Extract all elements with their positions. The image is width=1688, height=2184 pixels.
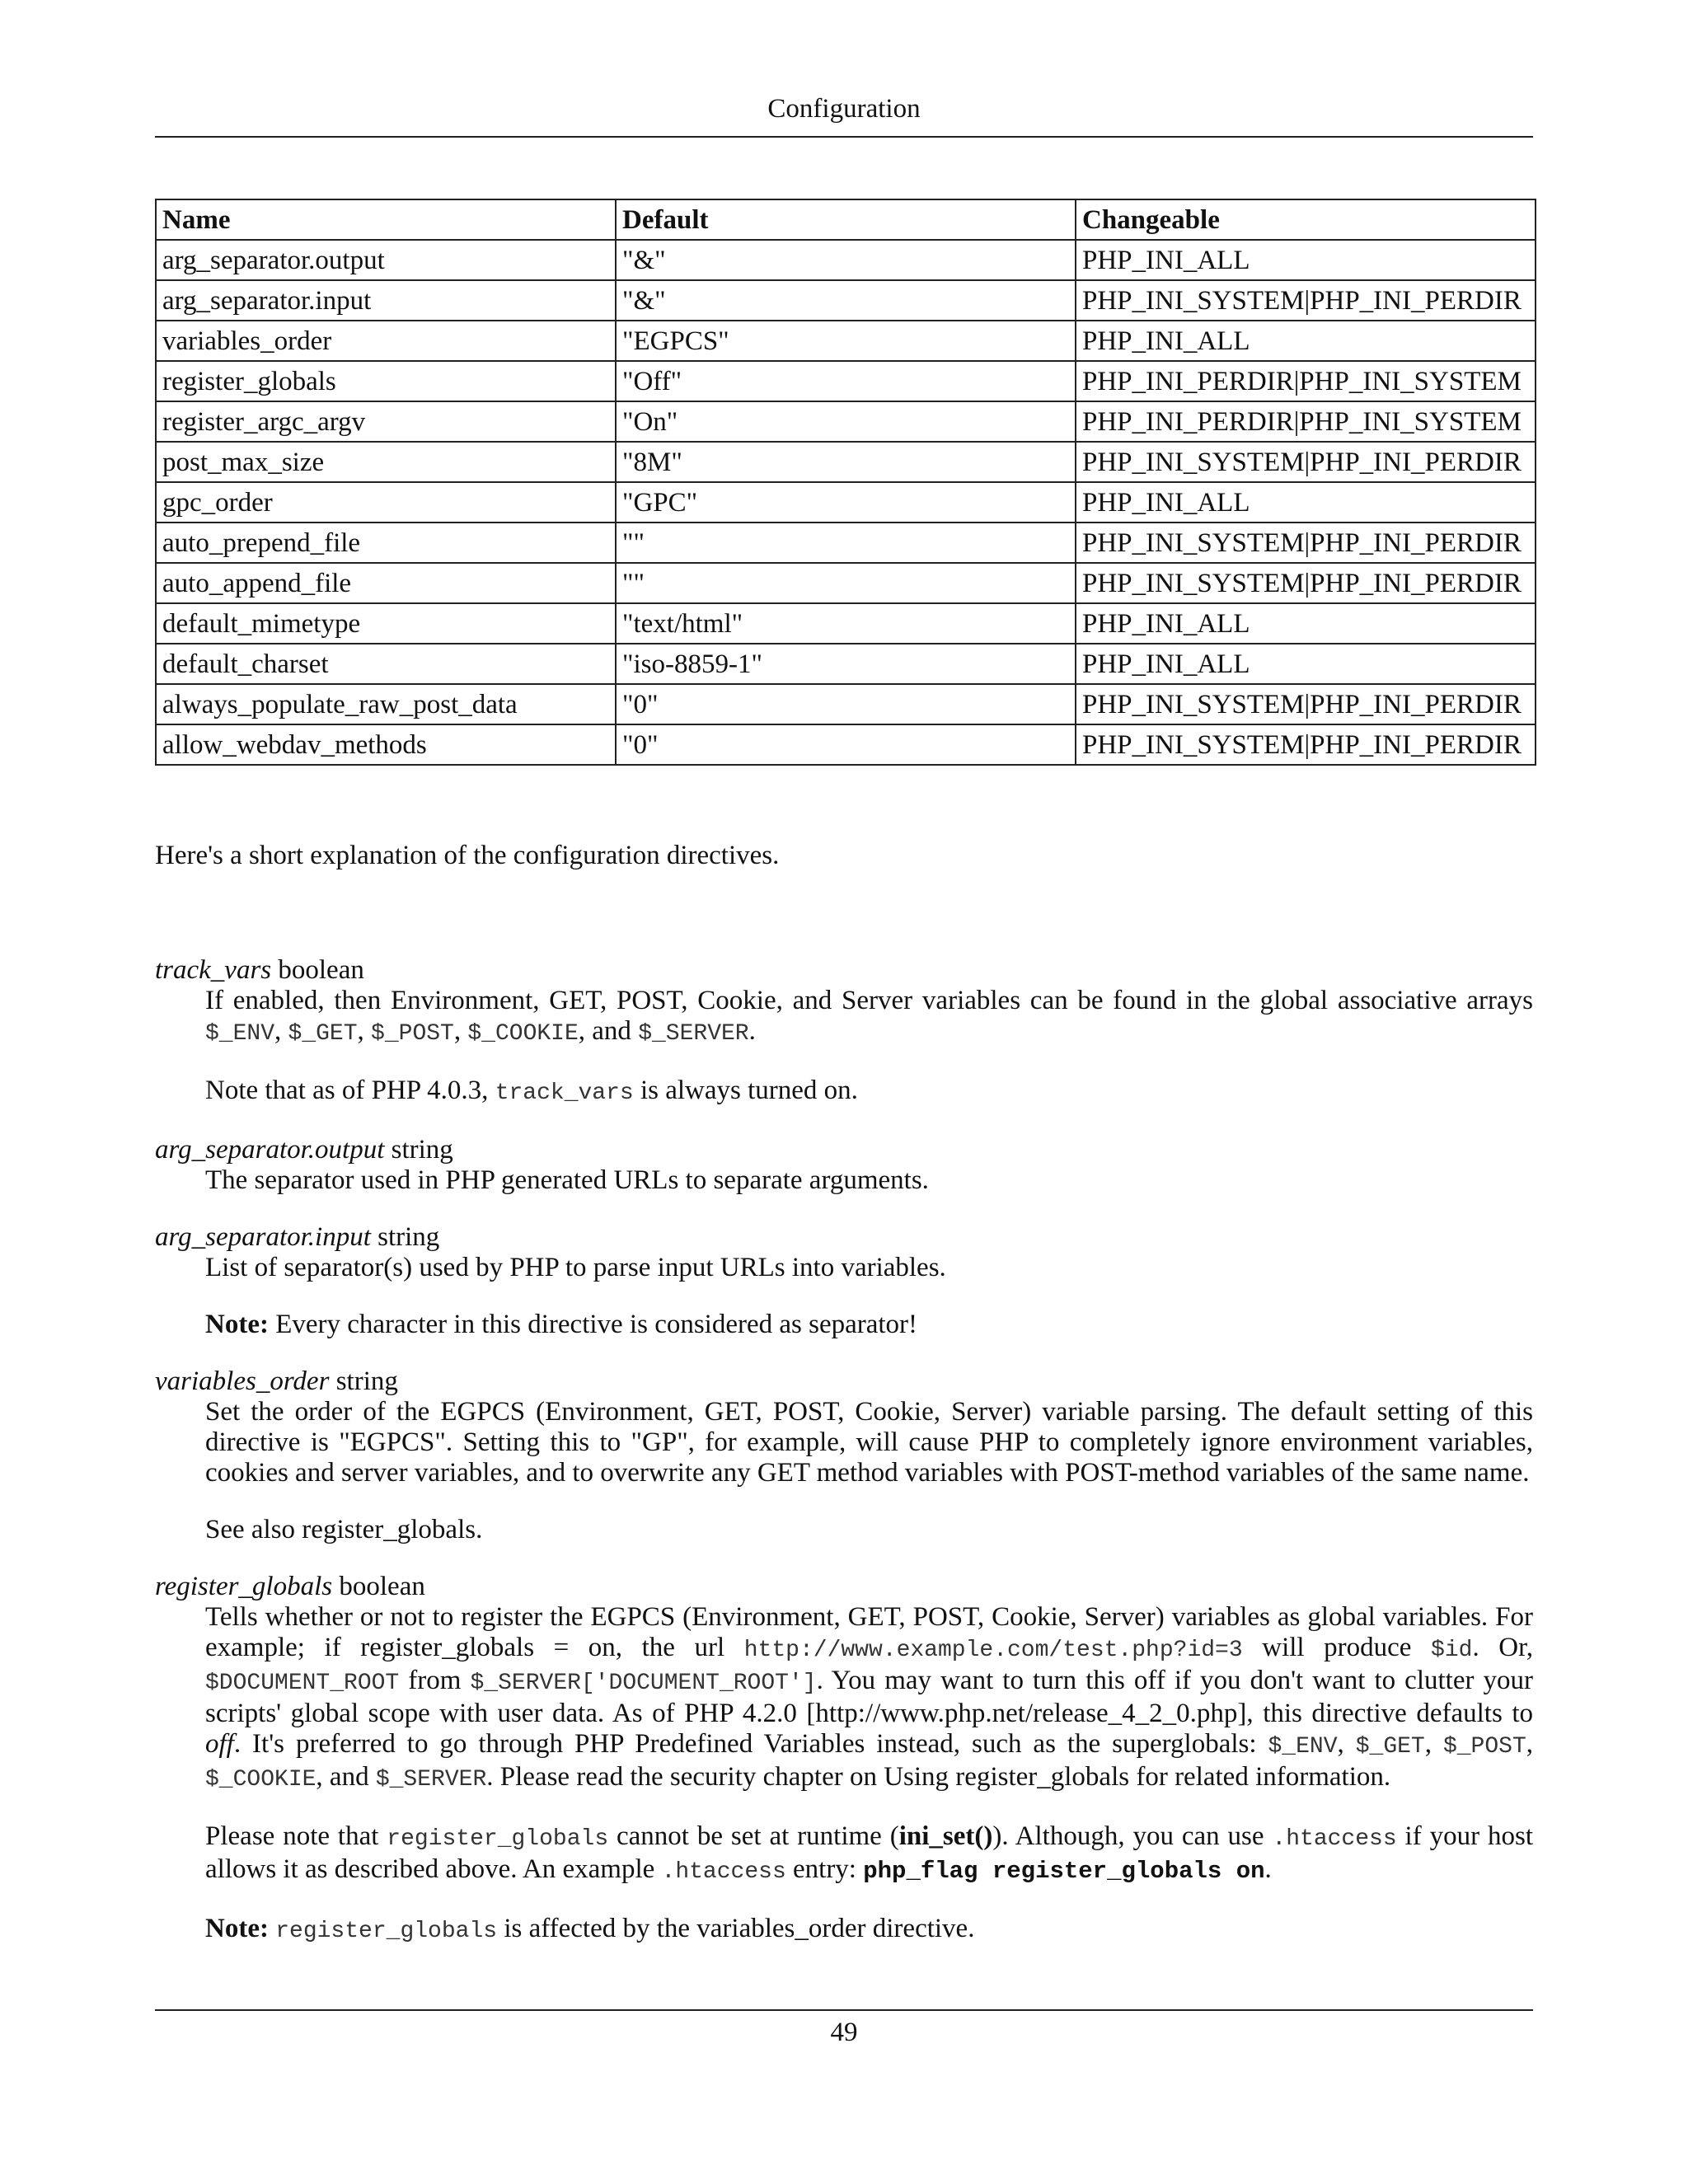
code-register-globals: register_globals xyxy=(275,1919,498,1944)
cell-changeable: PHP_INI_ALL xyxy=(1076,603,1536,644)
code-cookie: $_COOKIE xyxy=(467,1021,579,1047)
directive-register-globals xyxy=(155,1572,1533,1947)
cell-changeable: PHP_INI_PERDIR|PHP_INI_SYSTEM xyxy=(1076,401,1536,442)
directive-type: string xyxy=(377,1222,440,1252)
cell-name: arg_separator.output xyxy=(156,240,616,280)
cell-default: "GPC" xyxy=(616,482,1076,523)
cell-changeable: PHP_INI_SYSTEM|PHP_INI_PERDIR xyxy=(1076,724,1536,765)
description-paragraph: List of separator(s) used by PHP to parse input URLs into variables. xyxy=(205,1253,946,1282)
table-row xyxy=(156,684,1536,724)
code-env: $_ENV xyxy=(205,1021,275,1047)
directive-term xyxy=(155,1222,1533,1253)
code-env: $_ENV xyxy=(1268,1734,1338,1760)
directive-name: track_vars xyxy=(155,955,272,985)
directive-track-vars xyxy=(155,955,1533,1108)
directive-description xyxy=(205,1165,1533,1196)
code-track-vars: track_vars xyxy=(495,1080,634,1106)
code-server-document-root: $_SERVER['DOCUMENT_ROOT'] xyxy=(470,1671,817,1696)
code-get: $_GET xyxy=(288,1021,358,1047)
directive-term xyxy=(155,1366,1533,1397)
code-id: $id xyxy=(1431,1638,1473,1663)
cell-default: "Off" xyxy=(616,361,1076,401)
cell-default: "0" xyxy=(616,724,1076,765)
cell-default: "On" xyxy=(616,401,1076,442)
cell-default: "8M" xyxy=(616,442,1076,482)
code-register-globals: register_globals xyxy=(387,1826,609,1852)
description-paragraph: See also register_globals. xyxy=(205,1515,483,1544)
directive-description xyxy=(205,986,1533,1108)
column-header-changeable: Changeable xyxy=(1076,199,1536,240)
directive-type: string xyxy=(335,1366,398,1396)
code-server: $_SERVER xyxy=(638,1021,749,1047)
table-row xyxy=(156,644,1536,684)
cell-name: default_charset xyxy=(156,644,616,684)
cell-name: always_populate_raw_post_data xyxy=(156,684,616,724)
cell-changeable: PHP_INI_ALL xyxy=(1076,644,1536,684)
cell-changeable: PHP_INI_SYSTEM|PHP_INI_PERDIR xyxy=(1076,684,1536,724)
cell-name: register_argc_argv xyxy=(156,401,616,442)
table-row xyxy=(156,401,1536,442)
directive-name: arg_separator.input xyxy=(155,1222,371,1252)
note-paragraph: Note: Every character in this directive is considered as separator! xyxy=(205,1310,918,1339)
table-row xyxy=(156,603,1536,644)
code-server: $_SERVER xyxy=(375,1767,487,1793)
code-htaccess: .htaccess xyxy=(1272,1826,1397,1852)
description-paragraph: Note that as of PHP 4.0.3, track_vars is always turned on. xyxy=(205,1076,858,1106)
cell-changeable: PHP_INI_SYSTEM|PHP_INI_PERDIR xyxy=(1076,523,1536,563)
code-post: $_POST xyxy=(371,1021,454,1047)
table-row xyxy=(156,361,1536,401)
directive-description xyxy=(205,1397,1533,1545)
running-header: Configuration xyxy=(767,94,921,124)
table-row xyxy=(156,240,1536,280)
cell-name: auto_prepend_file xyxy=(156,523,616,563)
cell-changeable: PHP_INI_ALL xyxy=(1076,321,1536,361)
header-rule xyxy=(155,136,1533,138)
code-php-flag: php_flag register_globals on xyxy=(863,1858,1265,1885)
directive-variables-order xyxy=(155,1366,1533,1545)
note-label: Note: xyxy=(205,1914,269,1943)
table-row xyxy=(156,482,1536,523)
description-paragraph: Please note that register_globals cannot be set at runtime (ini_set()). Although, you can use .htaccess if your host allows it as described above. An example .htaccess entry: php_flag register_globals on. xyxy=(205,1821,1533,1885)
cell-name: auto_append_file xyxy=(156,563,616,603)
description-paragraph: The separator used in PHP generated URLs to separate arguments. xyxy=(205,1165,929,1195)
cell-changeable: PHP_INI_SYSTEM|PHP_INI_PERDIR xyxy=(1076,280,1536,321)
directive-name: variables_order xyxy=(155,1366,330,1396)
table-row xyxy=(156,442,1536,482)
table-row xyxy=(156,724,1536,765)
code-cookie: $_COOKIE xyxy=(205,1767,316,1793)
function-ini-set: ini_set() xyxy=(898,1821,993,1851)
cell-default: "iso-8859-1" xyxy=(616,644,1076,684)
column-header-name: Name xyxy=(156,199,616,240)
cell-changeable: PHP_INI_ALL xyxy=(1076,482,1536,523)
directive-type: string xyxy=(391,1135,453,1165)
code-document-root: $DOCUMENT_ROOT xyxy=(205,1671,400,1696)
code-get: $_GET xyxy=(1355,1734,1425,1760)
footer-rule xyxy=(155,2009,1533,2011)
cell-default: "0" xyxy=(616,684,1076,724)
directive-arg-separator-input xyxy=(155,1222,1533,1340)
description-paragraph: If enabled, then Environment, GET, POST, Cookie, and Server variables can be found in the global associative arrays $_ENV, $_GET, $_POST, $_COOKIE, and $_SERVER. xyxy=(205,986,1533,1047)
directive-description xyxy=(205,1602,1533,1947)
cell-changeable: PHP_INI_SYSTEM|PHP_INI_PERDIR xyxy=(1076,563,1536,603)
cell-default: "&" xyxy=(616,240,1076,280)
cell-changeable: PHP_INI_ALL xyxy=(1076,240,1536,280)
description-paragraph: Tells whether or not to register the EGPCS (Environment, GET, POST, Cookie, Server) variables as global variables. For example; if register_globals = on, the url http://www.example.com/test.php?id=3 will produce $id. Or, $DOCUMENT_ROOT from $_SERVER['DOCUMENT_ROOT']. You may want to turn this off if you don't want to clutter your scripts' global scope with user data. As of PHP 4.2.0 [http://www.php.net/release_4_2_0.php], this directive defaults to off. It's preferred to go through PHP Predefined Variables instead, such as the superglobals: $_ENV, $_GET, $_POST, $_COOKIE, and $_SERVER. Please read the security chapter on Using register_globals for related information. xyxy=(205,1602,1534,1793)
directive-description xyxy=(205,1253,1533,1340)
code-htaccess: .htaccess xyxy=(661,1859,786,1885)
description-paragraph: Set the order of the EGPCS (Environment, GET, POST, Cookie, Server) variable parsing. The default setting of this directive is "EGPCS". Setting this to "GP", for example, will cause PHP to completely ignore environment variables, cookies and server variables, and to overwrite any GET method variables with POST-method variables of the same name. xyxy=(205,1397,1533,1488)
directive-explanations xyxy=(155,841,1533,1947)
cell-changeable: PHP_INI_PERDIR|PHP_INI_SYSTEM xyxy=(1076,361,1536,401)
cell-name: gpc_order xyxy=(156,482,616,523)
directive-arg-separator-output xyxy=(155,1135,1533,1196)
column-header-default: Default xyxy=(616,199,1076,240)
cell-name: post_max_size xyxy=(156,442,616,482)
cell-name: default_mimetype xyxy=(156,603,616,644)
directive-term xyxy=(155,1135,1533,1165)
cell-default: "EGPCS" xyxy=(616,321,1076,361)
table-row xyxy=(156,523,1536,563)
note-label: Note: xyxy=(205,1310,269,1339)
directive-name: register_globals xyxy=(155,1572,333,1601)
intro-paragraph: Here's a short explanation of the configuration directives. xyxy=(155,841,780,870)
cell-name: allow_webdav_methods xyxy=(156,724,616,765)
directive-type: boolean xyxy=(278,955,364,985)
table-row xyxy=(156,563,1536,603)
cell-name: variables_order xyxy=(156,321,616,361)
directive-type: boolean xyxy=(339,1572,425,1601)
table-header-row xyxy=(156,199,1536,240)
cell-default: "&" xyxy=(616,280,1076,321)
table-row xyxy=(156,280,1536,321)
table-row xyxy=(156,321,1536,361)
cell-name: register_globals xyxy=(156,361,616,401)
directive-term xyxy=(155,955,1533,986)
cell-default: "" xyxy=(616,563,1076,603)
cell-changeable: PHP_INI_SYSTEM|PHP_INI_PERDIR xyxy=(1076,442,1536,482)
configuration-table xyxy=(155,199,1536,766)
cell-name: arg_separator.input xyxy=(156,280,616,321)
directive-term xyxy=(155,1572,1533,1602)
code-post: $_POST xyxy=(1442,1734,1526,1760)
cell-default: "" xyxy=(616,523,1076,563)
page-number: 49 xyxy=(830,2018,858,2047)
code-example-url: http://www.example.com/test.php?id=3 xyxy=(743,1638,1243,1663)
note-paragraph: Note: register_globals is affected by the variables_order directive. xyxy=(205,1914,975,1944)
directive-name: arg_separator.output xyxy=(155,1135,385,1165)
cell-default: "text/html" xyxy=(616,603,1076,644)
emphasis-off: off xyxy=(205,1729,234,1759)
